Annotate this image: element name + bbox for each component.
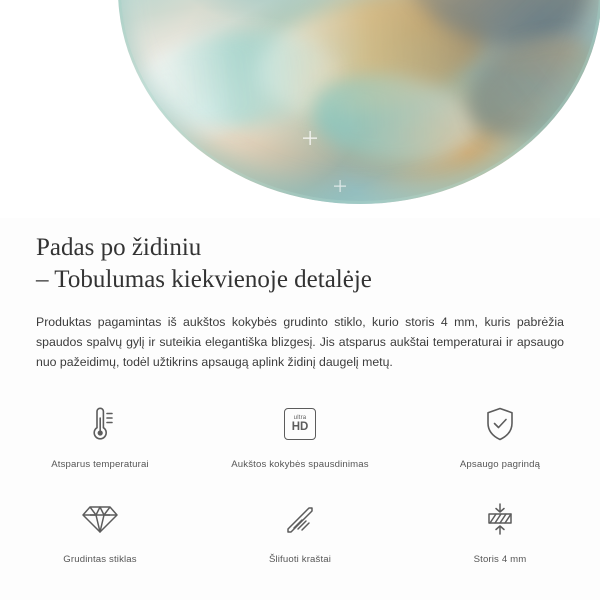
headline-line-1: Padas po židiniu	[36, 234, 202, 261]
feature-label: Aukštos kokybės spausdinimas	[231, 459, 369, 470]
feature-label: Grudintas stiklas	[63, 554, 137, 565]
thickness-arrows-icon	[472, 493, 528, 545]
feature-grid	[0, 390, 600, 566]
feature-item-surface-protection	[400, 390, 600, 471]
feature-item-thickness	[400, 485, 600, 566]
ultra-hd-badge-bottom: HD	[291, 420, 309, 433]
page-title	[0, 218, 600, 296]
feature-label: Apsaugo pagrindą	[459, 459, 541, 470]
polished-edges-icon	[272, 493, 328, 545]
body-paragraph: Produktas pagamintas iš aukštos kokybės grudinto stiklo, kurio storis 4 mm, kuris pabrėžia spaudos spalvų gylį ir suteikia elegantiška blizgesį. Jis atsparus aukštai temperaturai ir apsaugo nuo pažeidimų, todėl užtikrins apsaugą aplink židinį daugelį metų.	[36, 315, 564, 369]
feature-label: Atsparus temperaturai	[51, 459, 149, 470]
ultra-hd-icon	[272, 398, 328, 450]
headline-line-2: – Tobulumas kiekvienoje detalėje	[36, 266, 372, 293]
hero-image	[0, 0, 600, 218]
round-glass-pad-image	[118, 0, 600, 204]
text-content	[0, 218, 600, 372]
feature-label: Šlifuoti kraštai	[268, 554, 332, 565]
feature-label: Storis 4 mm	[473, 554, 527, 565]
feature-item-print-quality	[200, 390, 400, 471]
sparkle-icon	[180, 158, 200, 178]
diamond-icon	[72, 493, 128, 545]
feature-item-temperature-resistant	[0, 390, 200, 471]
shield-check-icon	[472, 398, 528, 450]
thermometer-icon	[72, 398, 128, 450]
glass-edge-rim	[118, 0, 600, 204]
feature-item-tempered-glass	[0, 485, 200, 566]
ultra-hd-badge-top: ultra	[293, 414, 307, 421]
feature-item-polished-edges	[200, 485, 400, 566]
